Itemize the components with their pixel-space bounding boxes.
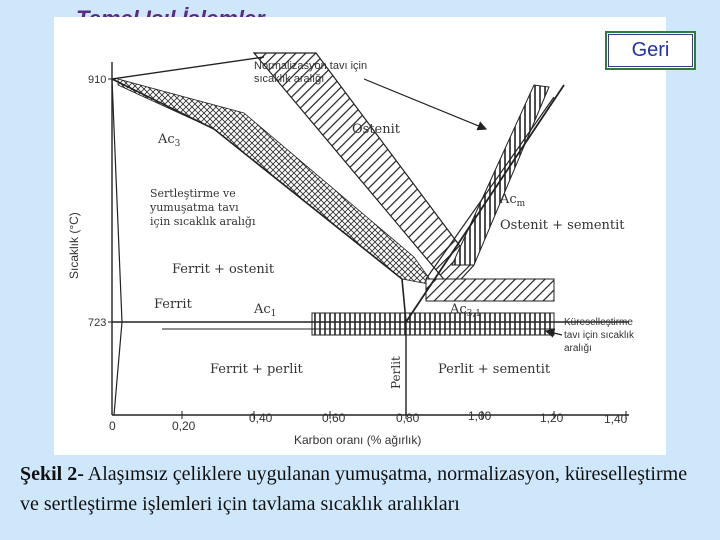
normalize-band-horizontal <box>426 279 554 301</box>
x-tick-140: 1,40 <box>604 412 628 426</box>
normalize-callout-line1: Normalizasyon tavı için <box>254 60 368 72</box>
label-ferrit-ostenit: Ferrit + ostenit <box>172 262 275 277</box>
harden-callout-line2: yumuşatma tavı <box>150 201 239 214</box>
label-perlit-sementit: Perlit + sementit <box>438 362 551 377</box>
label-ac1: $Ac_1$ <box>254 302 277 319</box>
x-tick-0: 0 <box>109 419 116 433</box>
harden-callout-line3: için sıcaklık aralığı <box>150 215 256 228</box>
x-tick-040: 0,40 <box>249 411 273 425</box>
iron-carbon-diagram <box>54 17 666 455</box>
ferrite-solvus <box>112 79 122 322</box>
harden-callout-line1: Sertleştirme ve <box>150 187 236 200</box>
label-ac3: $Ac_3$ <box>158 132 181 149</box>
ferrite-solvus-low <box>114 322 122 415</box>
label-ac31: $Ac_{3,1}$ <box>450 302 481 319</box>
x-tick-080: 0,80 <box>396 411 420 425</box>
spheroidize-band <box>312 313 554 335</box>
y-tick-910: 910 <box>88 74 107 86</box>
back-button[interactable] <box>605 31 696 70</box>
x-tick-020: 0,20 <box>172 419 196 433</box>
caption-prefix: Şekil 2- <box>20 463 84 485</box>
x-tick-100: 1,00 <box>468 409 492 423</box>
y-tick-723: 723 <box>88 317 107 329</box>
back-button-label: Geri <box>608 34 693 67</box>
label-acm: $Ac_m$ <box>500 192 526 209</box>
y-axis-label: Sıcaklık (°C) <box>67 212 81 279</box>
x-tick-120: 1,20 <box>540 411 564 425</box>
spheroid-callout-line3: aralığı <box>564 343 592 354</box>
label-ostenit: Ostenit <box>352 122 401 137</box>
label-ostenit-sementit: Ostenit + sementit <box>500 218 625 233</box>
spheroid-callout-line2: tavı için sıcaklık <box>564 330 635 341</box>
acm-outer-line <box>426 97 554 279</box>
a3-upper-line <box>112 57 264 79</box>
spheroid-callout-line1: Küreselleştirme <box>564 317 633 328</box>
label-ferrit: Ferrit <box>154 297 192 312</box>
label-perlit: Perlit <box>389 356 403 389</box>
x-axis-label: Karbon oranı (% ağırlık) <box>294 433 422 447</box>
figure-caption <box>20 459 710 519</box>
x-tick-060: 0,60 <box>322 411 346 425</box>
label-ferrit-perlit: Ferrit + perlit <box>210 362 303 377</box>
normalize-band-acm <box>452 85 549 265</box>
normalize-callout-line2: sıcaklık aralığı <box>254 73 325 85</box>
caption-text: Alaşımsız çeliklere uygulanan yumuşatma, normalizasyon, küreselleştirme ve sertleştirme işlemleri için tavlama sıcaklık aralıkları <box>20 463 688 515</box>
